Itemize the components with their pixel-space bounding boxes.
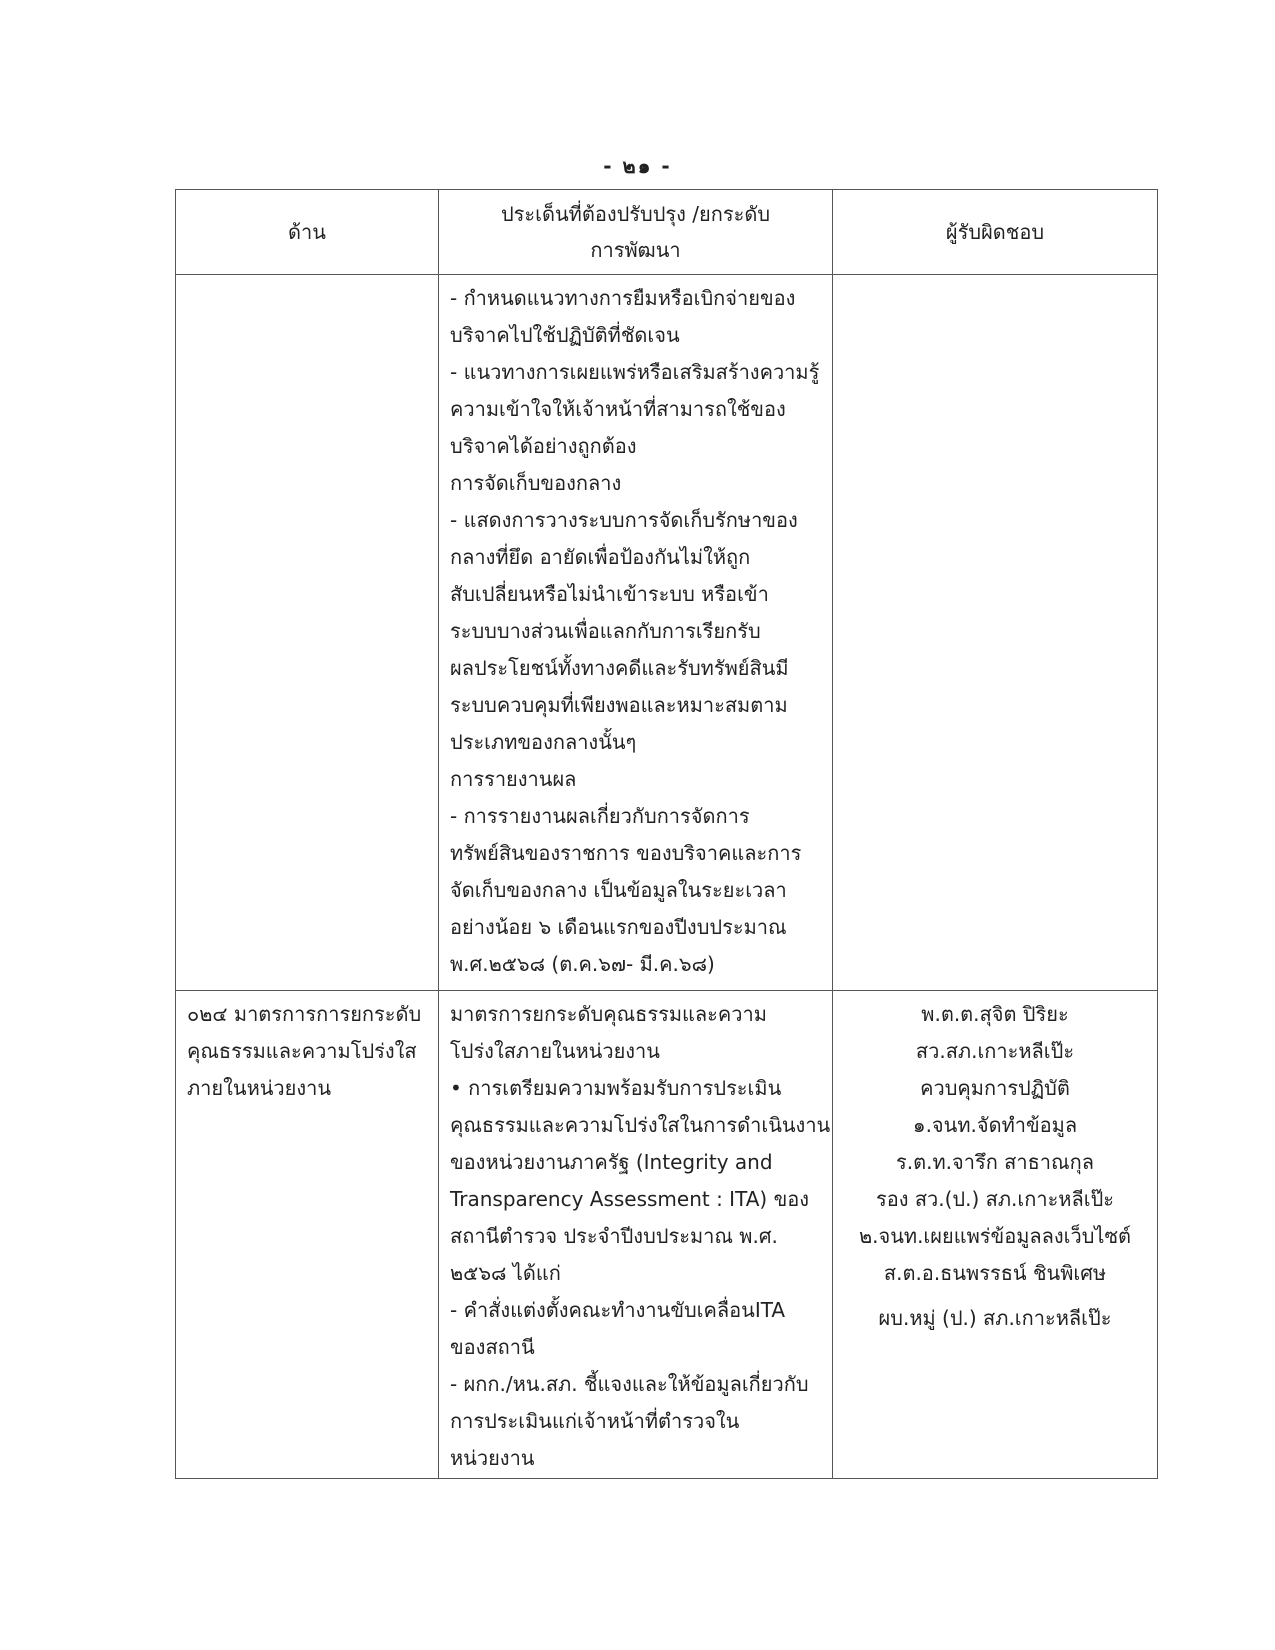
text-line: ความเข้าใจให้เจ้าหน้าที่สามารถใช้ของ [450, 397, 786, 421]
text-line: ส.ต.อ.ธนพรรธน์ ชินพิเศษ [883, 1261, 1107, 1285]
text-line: สว.สภ.เกาะหลีเป๊ะ [915, 1039, 1075, 1063]
text-line: ร.ต.ท.จารึก สาธาณกุล [896, 1150, 1094, 1174]
text-line: ผบ.หมู่ (ป.) สภ.เกาะหลีเป๊ะ [878, 1306, 1112, 1330]
text-line: ๒.จนท.เผยแพร่ข้อมูลลงเว็บไซต์ [858, 1224, 1132, 1248]
table-row [176, 991, 1158, 1479]
text-line: ผลประโยชน์ทั้งทางคดีและรับทรัพย์สินมี [450, 656, 789, 680]
table-header-row [176, 190, 1158, 275]
text-line: หน่วยงาน [450, 1446, 535, 1470]
text-line: Transparency Assessment : ITA) ของ [450, 1187, 810, 1211]
text-line: บริจาคไปใช้ปฏิบัติที่ชัดเจน [450, 323, 680, 347]
text-line: ๐๒๔ มาตรการการยกระดับ [187, 1002, 422, 1026]
header-responsible: ผู้รับผิดชอบ [833, 190, 1158, 275]
text-line: พ.ต.ต.สุจิต ปิริยะ [921, 1002, 1069, 1026]
text-line: คุณธรรมและความโปร่งใสในการดำเนินงาน [450, 1113, 831, 1137]
text-line: กลางที่ยึด อายัดเพื่อป้องกันไม่ให้ถูก [450, 545, 751, 569]
text-line: มาตรการยกระดับคุณธรรมและความ [450, 1002, 767, 1026]
text-line: จัดเก็บของกลาง เป็นข้อมูลในระยะเวลา [450, 878, 787, 902]
cell-issues [439, 275, 833, 991]
cell-issues [439, 991, 833, 1479]
text-line: ภายในหน่วยงาน [187, 1076, 332, 1100]
text-line: พ.ศ.๒๕๖๘ (ต.ค.๖๗- มี.ค.๖๘) [450, 952, 715, 976]
cell-responsible [833, 275, 1158, 991]
text-line: การประเมินแก่เจ้าหน้าที่ตำรวจใน [450, 1409, 740, 1433]
text-line: - ผกก./หน.สภ. ชี้แจงและให้ข้อมูลเกี่ยวกับ [450, 1372, 809, 1396]
text-line: สับเปลี่ยนหรือไม่นำเข้าระบบ หรือเข้า [450, 582, 769, 606]
text-line: บริจาคได้อย่างถูกต้อง [450, 434, 637, 458]
text-line: ทรัพย์สินของราชการ ของบริจาคและการ [450, 841, 802, 865]
text-line: ประเภทของกลางนั้นๆ [450, 730, 637, 754]
text-line: ระบบบางส่วนเพื่อแลกกับการเรียกรับ [450, 619, 761, 643]
measures-table [175, 189, 1158, 1479]
text-line: - แนวทางการเผยแพร่หรือเสริมสร้างความรู้ [450, 360, 820, 384]
header-issues: ประเด็นที่ต้องปรับปรุง /ยกระดับ การพัฒนา [439, 190, 833, 275]
text-line: ของสถานี [450, 1335, 535, 1359]
text-line: ๒๕๖๘ ได้แก่ [450, 1261, 561, 1285]
text-line: การจัดเก็บของกลาง [450, 471, 622, 495]
text-line: • การเตรียมความพร้อมรับการประเมิน [450, 1076, 782, 1100]
text-line: อย่างน้อย ๖ เดือนแรกของปีงบประมาณ [450, 915, 787, 939]
text-line: ๑.จนท.จัดทำข้อมูล [912, 1113, 1078, 1137]
text-line: - การรายงานผลเกี่ยวกับการจัดการ [450, 804, 750, 828]
cell-side [176, 991, 439, 1479]
cell-side [176, 275, 439, 991]
text-line: คุณธรรมและความโปร่งใส [187, 1039, 417, 1063]
page-number: - ๒๑ - [603, 154, 672, 178]
text-line: - แสดงการวางระบบการจัดเก็บรักษาของ [450, 508, 798, 532]
table-row [176, 275, 1158, 991]
text-line: โปร่งใสภายในหน่วยงาน [450, 1039, 660, 1063]
text-line: ของหน่วยงานภาครัฐ (Integrity and [450, 1150, 773, 1174]
text-line: - คำสั่งแต่งตั้งคณะทำงานขับเคลื่อนITA [450, 1298, 786, 1322]
text-line: สถานีตำรวจ ประจำปีงบประมาณ พ.ศ. [450, 1224, 778, 1248]
text-line: การรายงานผล [450, 767, 577, 791]
text-line: - กำหนดแนวทางการยืมหรือเบิกจ่ายของ [450, 286, 796, 310]
cell-responsible [833, 991, 1158, 1479]
text-line: รอง สว.(ป.) สภ.เกาะหลีเป๊ะ [875, 1187, 1115, 1211]
text-line: ควบคุมการปฏิบัติ [920, 1076, 1070, 1100]
text-line: ระบบควบคุมที่เพียงพอและหมาะสมตาม [450, 693, 788, 717]
header-side: ด้าน [176, 190, 439, 275]
